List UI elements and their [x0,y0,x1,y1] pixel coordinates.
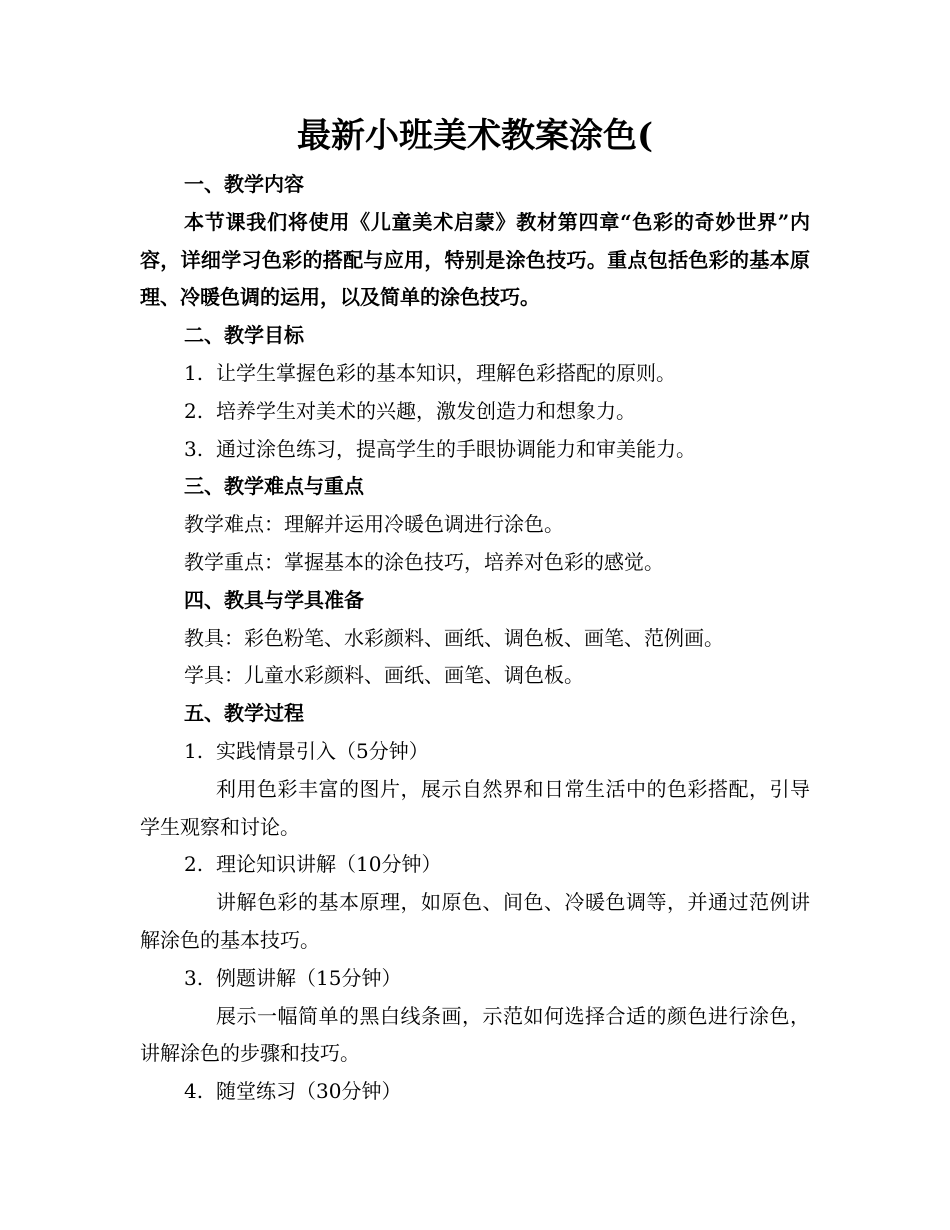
step-label: 实践情景引入（5分钟） [216,738,429,763]
process-step-description: 利用色彩丰富的图片，展示自然界和日常生活中的色彩搭配，引导学生观察和讨论。 [140,776,810,839]
section-heading-process: 五、教学过程 [184,701,304,726]
keypoint-line: 教学重点：掌握基本的涂色技巧，培养对色彩的感觉。 [184,549,664,574]
student-supplies-line: 学具：儿童水彩颜料、画纸、画笔、调色板。 [184,663,584,688]
objective-item [140,355,810,393]
difficulty-line: 教学难点：理解并运用冷暖色调进行涂色。 [184,512,564,537]
process-step-description: 展示一幅简单的黑白线条画，示范如何选择合适的颜色进行涂色，讲解涂色的步骤和技巧。 [140,1003,810,1066]
objective-item [140,393,810,431]
step-label: 随堂练习（30分钟） [216,1079,402,1104]
process-step-label [140,846,810,884]
step-number: 3. [184,965,204,990]
section-heading-objectives: 二、教学目标 [184,323,304,348]
section-heading-content: 一、教学内容 [184,172,304,196]
document-body [140,166,810,1111]
objective-item [140,431,810,469]
content-paragraph: 本节课我们将使用《儿童美术启蒙》教材第四章“色彩的奇妙世界”内容，详细学习色彩的搭配与应用，特别是涂色技巧。重点包括色彩的基本原理、冷暖色调的运用，以及简单的涂色技巧。 [140,209,810,310]
document-title: 最新小班美术教案涂色( [296,116,654,156]
section-heading-materials: 四、教具与学具准备 [184,587,364,612]
process-step-description: 讲解色彩的基本原理，如原色、间色、冷暖色调等，并通过范例讲解涂色的基本技巧。 [140,890,810,952]
step-label: 例题讲解（15分钟） [216,965,402,990]
process-step-label [140,1073,810,1111]
step-number: 1. [184,738,204,763]
step-number: 4. [184,1079,204,1104]
process-step-label [140,960,810,998]
objective-text: 培养学生对美术的兴趣，激发创造力和想象力。 [216,398,636,423]
teaching-aids-line: 教具：彩色粉笔、水彩颜料、画纸、调色板、画笔、范例画。 [184,625,724,650]
objective-text: 让学生掌握色彩的基本知识，理解色彩搭配的原则。 [216,360,676,385]
objective-text: 通过涂色练习，提高学生的手眼协调能力和审美能力。 [216,436,696,461]
process-step-label [140,733,810,771]
objective-number: 2. [184,398,204,423]
section-heading-difficulties: 三、教学难点与重点 [184,474,364,499]
objective-number: 1. [184,360,204,385]
step-label: 理论知识讲解（10分钟） [216,852,442,877]
step-number: 2. [184,852,204,877]
objective-number: 3. [184,436,204,461]
